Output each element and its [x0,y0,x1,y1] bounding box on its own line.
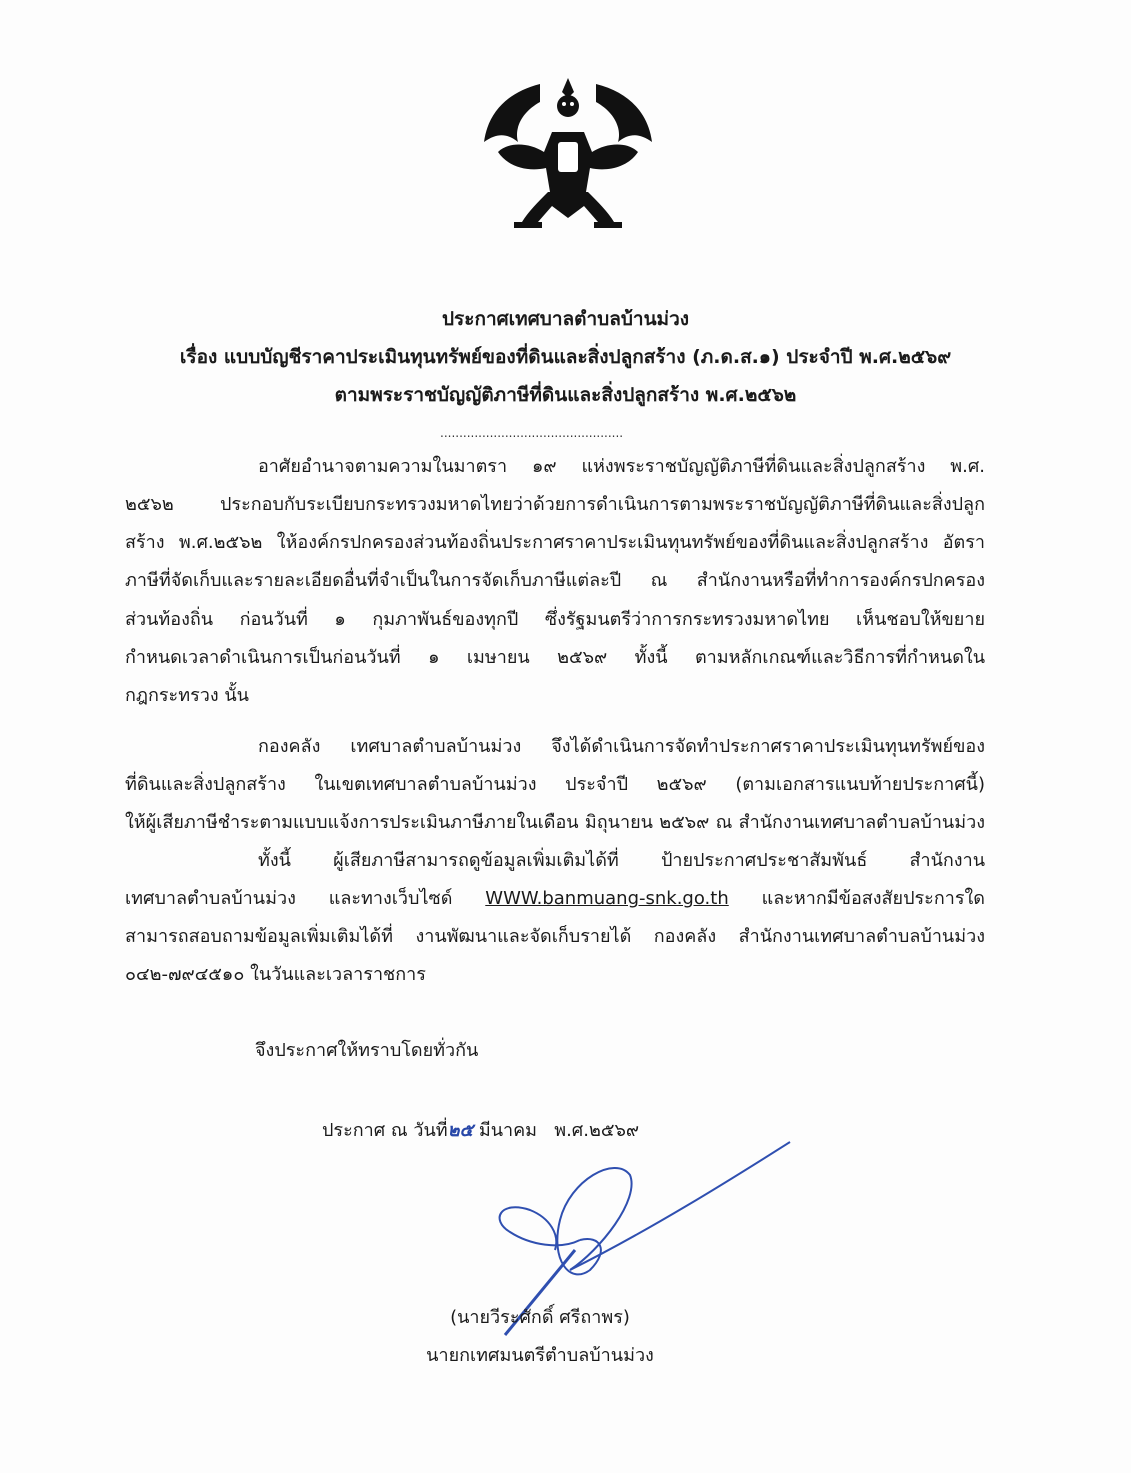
paragraph3-text: และหากมีข้อสงสัยประการใด [761,888,985,909]
paragraph1-line: อาศัยอำนาจตามความในมาตรา ๑๙ แห่งพระราชบัญญัติภาษีที่ดินและสิ่งปลูกสร้าง พ.ศ. [258,456,985,477]
paragraph2-line: ที่ดินและสิ่งปลูกสร้าง ในเขตเทศบาลตำบลบ้านม่วง ประจำปี ๒๕๖๙ (ตามเอกสารแนบท้ายประกาศนี้) [125,774,985,795]
announcement-act: ตามพระราชบัญญัติภาษีที่ดินและสิ่งปลูกสร้าง พ.ศ.๒๕๖๒ [334,384,797,406]
paragraph3-line: สามารถสอบถามข้อมูลเพิ่มเติมได้ที่ งานพัฒนาและจัดเก็บรายได้ กองคลัง สำนักงานเทศบาลตำบลบ้านม่วง [125,926,985,947]
signatory-name: (นายวีระศักดิ์ ศรีถาพร) [450,1307,630,1328]
garuda-emblem [478,72,658,240]
date-year: พ.ศ.๒๕๖๙ [554,1120,640,1141]
signatory-position: นายกเทศมนตรีตำบลบ้านม่วง [426,1345,654,1366]
phone-line: ๐๔๒-๗๙๔๕๑๐ ในวันและเวลาราชการ [125,964,426,985]
paragraph1-line: ภาษีที่จัดเก็บและรายละเอียดอื่นที่จำเป็นในการจัดเก็บภาษีแต่ละปี ณ สำนักงานหรือที่ทำการองค์กรปกครอง [125,570,985,591]
website-link[interactable]: WWW.banmuang-snk.go.th [485,888,729,909]
paragraph2-line: กองคลัง เทศบาลตำบลบ้านม่วง จึงได้ดำเนินการจัดทำประกาศราคาประเมินทุนทรัพย์ของ [258,736,985,757]
paragraph1-line: ส่วนท้องถิ่น ก่อนวันที่ ๑ กุมภาพันธ์ของทุกปี ซึ่งรัฐมนตรีว่าการกระทรวงมหาดไทย เห็นชอบให้ขยาย [125,609,985,630]
announcement-title: ประกาศเทศบาลตำบลบ้านม่วง [441,308,690,330]
closing-statement: จึงประกาศให้ทราบโดยทั่วกัน [255,1040,479,1061]
handwritten-day: ๒๕ [447,1120,474,1141]
paragraph3-line [125,887,985,911]
date-prefix: ประกาศ ณ วันที่ [322,1120,448,1141]
paragraph1-line: กฎกระทรวง นั้น [125,685,249,706]
separator-dots: ................................................ [440,426,624,440]
paragraph3-text: เทศบาลตำบลบ้านม่วง และทางเว็บไซด์ [125,888,453,909]
announcement-subject: เรื่อง แบบบัญชีราคาประเมินทุนทรัพย์ของที่ดินและสิ่งปลูกสร้าง (ภ.ด.ส.๑) ประจำปี พ.ศ.๒๕๖๙ [179,346,952,368]
paragraph2-line: ให้ผู้เสียภาษีชำระตามแบบแจ้งการประเมินภาษีภายในเดือน มิถุนายน ๒๕๖๙ ณ สำนักงานเทศบาลตำบลบ้านม่วง [125,812,985,833]
paragraph1-line: กำหนดเวลาดำเนินการเป็นก่อนวันที่ ๑ เมษายน ๒๕๖๙ ทั้งนี้ ตามหลักเกณฑ์และวิธีการที่กำหนดใน [125,647,985,668]
date-month: มีนาคม [478,1120,538,1141]
paragraph3-line: ทั้งนี้ ผู้เสียภาษีสามารถดูข้อมูลเพิ่มเติมได้ที่ ป้ายประกาศประชาสัมพันธ์ สำนักงาน [258,850,985,871]
paragraph1-line: สร้าง พ.ศ.๒๕๖๒ ให้องค์กรปกครองส่วนท้องถิ่นประกาศราคาประเมินทุนทรัพย์ของที่ดินและสิ่งปลูกสร้าง อัตรา [125,532,985,553]
paragraph1-line: ๒๕๖๒ ประกอบกับระเบียบกระทรวงมหาดไทยว่าด้วยการดำเนินการตามพระราชบัญญัติภาษีที่ดินและสิ่งปลูก [125,494,985,515]
